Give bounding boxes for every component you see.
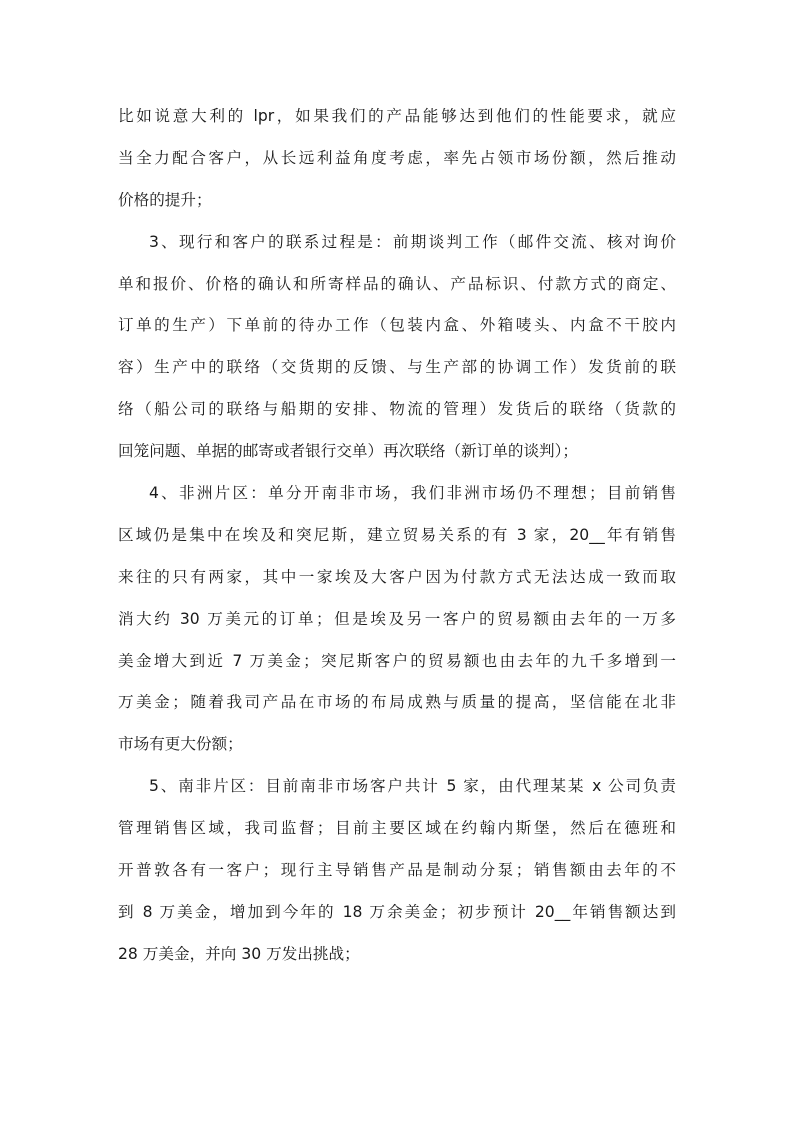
text-line: 市场有更大份额； (118, 735, 243, 754)
text-line: 到 8 万美金，增加到今年的 18 万余美金；初步预计 20__年销售额达到 (118, 902, 676, 921)
document-body (118, 96, 676, 976)
text-line: 络（船公司的联络与船期的安排、物流的管理）发货后的联络（货款的 (118, 400, 676, 419)
text-line: 来往的只有两家，其中一家埃及大客户因为付款方式无法达成一致而取 (118, 567, 676, 586)
text-line: 3、现行和客户的联系过程是：前期谈判工作（邮件交流、核对询价 (149, 232, 676, 251)
text-line: 4、非洲片区：单分开南非市场，我们非洲市场仍不理想；目前销售 (149, 484, 676, 503)
text-line: 价格的提升； (118, 190, 212, 209)
text-line: 区域仍是集中在埃及和突尼斯，建立贸易关系的有 3 家，20__年有销售 (118, 525, 676, 544)
text-line: 5、南非片区：目前南非市场客户共计 5 家，由代理某某 x 公司负责 (149, 777, 676, 796)
text-line: 比如说意大利的 lpr，如果我们的产品能够达到他们的性能要求，就应 (118, 107, 676, 125)
text-line: 美金增大到近 7 万美金；突尼斯客户的贸易额也由去年的九千多增到一 (118, 651, 676, 670)
text-line: 容）生产中的联络（交货期的反馈、与生产部的协调工作）发货前的联 (118, 358, 676, 377)
text-line: 管理销售区域，我司监督；目前主要区域在约翰内斯堡，然后在德班和 (118, 819, 676, 838)
text-line: 消大约 30 万美元的订单；但是埃及另一客户的贸易额由去年的一万多 (118, 609, 676, 628)
text-line: 当全力配合客户，从长远利益角度考虑，率先占领市场份额，然后推动 (118, 148, 676, 167)
text-line: 开普敦各有一客户；现行主导销售产品是制动分泵；销售额由去年的不 (118, 861, 676, 880)
text-line: 订单的生产）下单前的待办工作（包装内盒、外箱唛头、内盒不干胶内 (118, 316, 676, 335)
text-line: 万美金；随着我司产品在市场的布局成熟与质量的提高，坚信能在北非 (118, 693, 676, 712)
text-line: 28 万美金，并向 30 万发出挑战； (118, 944, 360, 963)
text-line: 单和报价、价格的确认和所寄样品的确认、产品标识、付款方式的商定、 (118, 274, 676, 293)
text-line: 回笼问题、单据的邮寄或者银行交单）再次联络（新订单的谈判）； (118, 442, 579, 461)
